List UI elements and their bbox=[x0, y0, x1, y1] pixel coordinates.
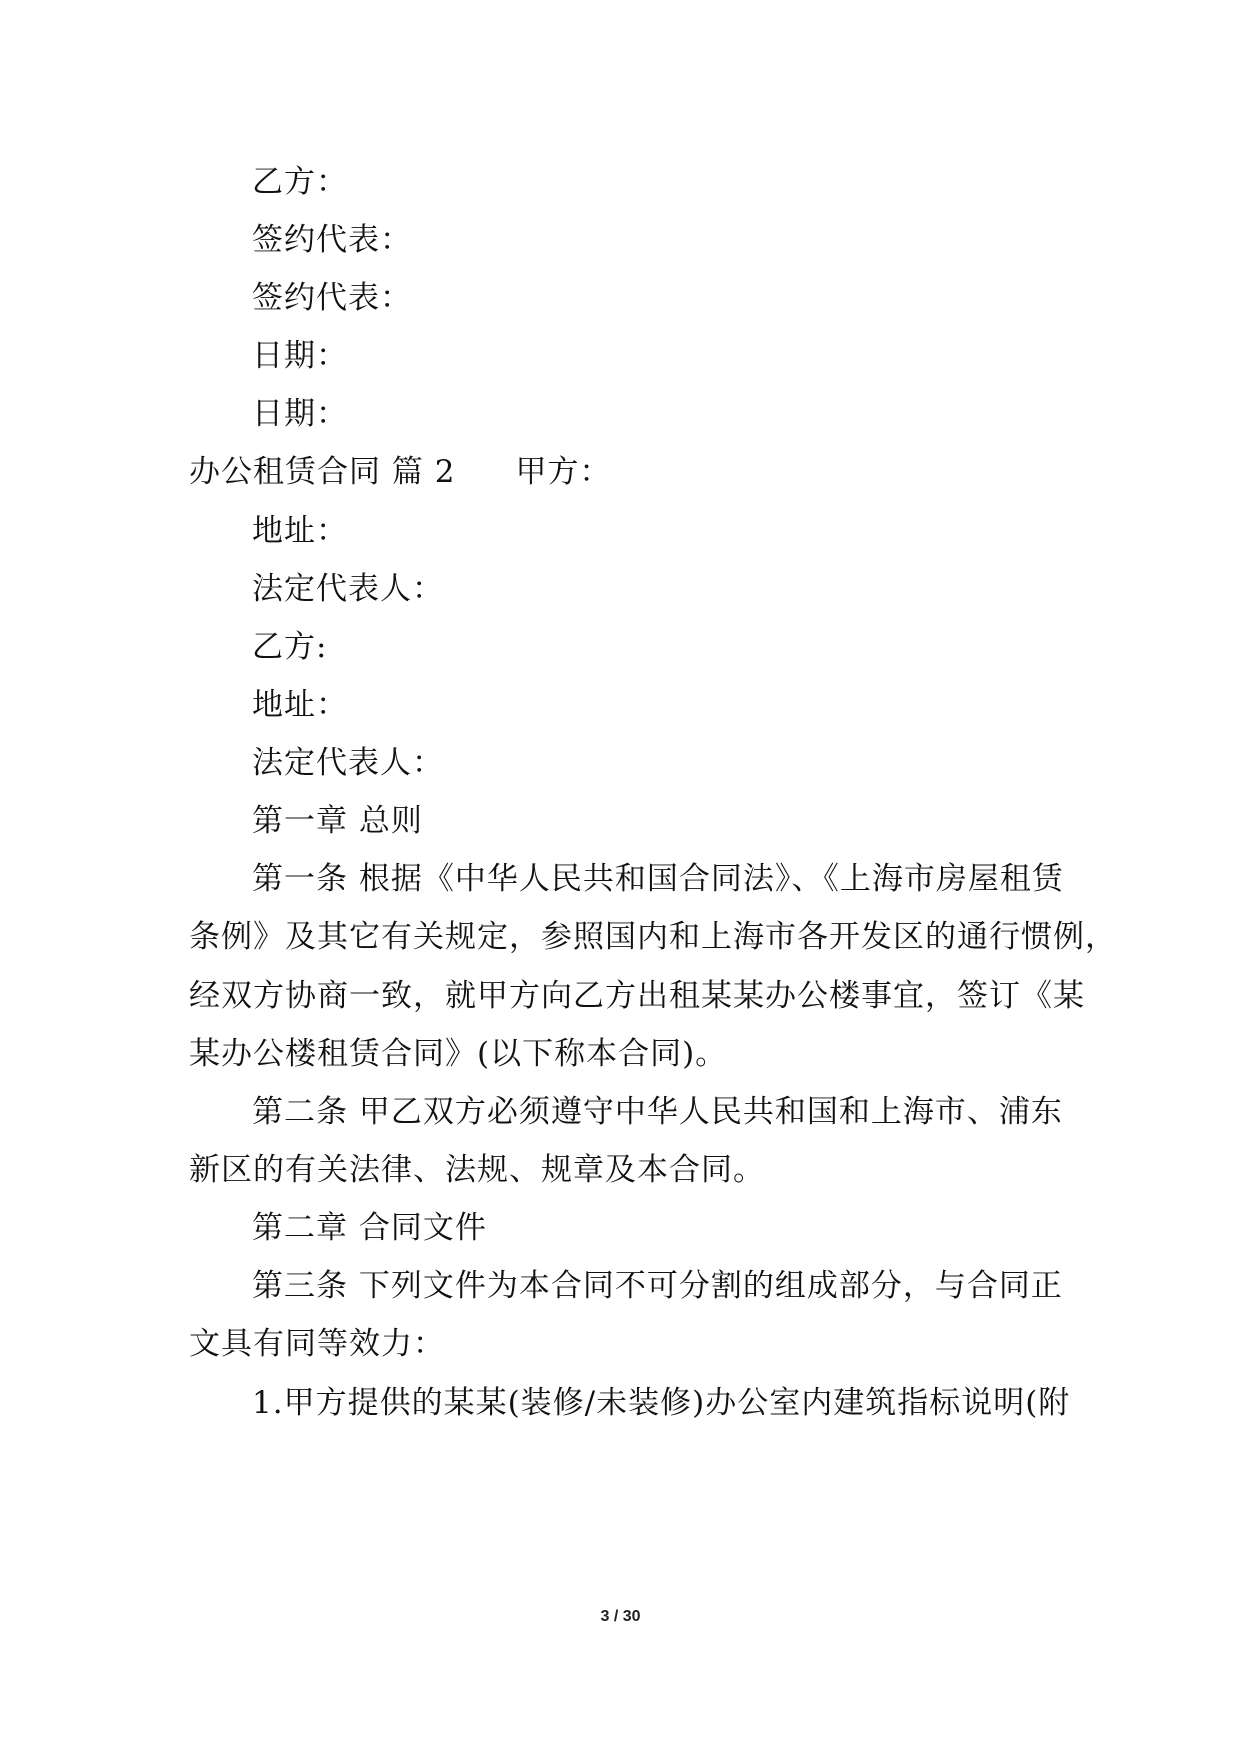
signing-rep-label: 签约代表： bbox=[252, 222, 412, 258]
chapter-heading: 第二章 合同文件 bbox=[252, 1210, 487, 1246]
article-text: 经双方协商一致，就甲方向乙方出租某某办公楼事宜，签订《某 bbox=[189, 978, 1085, 1014]
article-text: 新区的有关法律、法规、规章及本合同。 bbox=[189, 1152, 765, 1188]
legal-rep-label: 法定代表人： bbox=[252, 745, 444, 781]
article-text: 第二条 甲乙双方必须遵守中华人民共和国和上海市、浦东 bbox=[252, 1094, 1063, 1130]
party-a-label: 甲方： bbox=[515, 454, 612, 490]
party-b-label: 乙方: bbox=[252, 629, 328, 665]
article-text: 第三条 下列文件为本合同不可分割的组成部分，与合同正 bbox=[252, 1268, 1063, 1304]
address-label: 地址： bbox=[252, 513, 348, 549]
contract-heading bbox=[189, 452, 611, 492]
address-label: 地址： bbox=[252, 687, 348, 723]
legal-rep-label: 法定代表人： bbox=[252, 571, 444, 607]
chapter-heading: 第一章 总则 bbox=[252, 803, 423, 839]
article-text: 第一条 根据《中华人民共和国合同法》、《上海市房屋租赁 bbox=[252, 861, 1064, 897]
contract-title: 办公租赁合同 篇 2 bbox=[189, 454, 456, 490]
date-label: 日期： bbox=[252, 338, 348, 374]
article-text: 条例》及其它有关规定，参照国内和上海市各开发区的通行惯例， bbox=[189, 919, 1117, 955]
article-text: 某办公楼租赁合同》(以下称本合同)。 bbox=[189, 1036, 728, 1072]
signing-rep-label: 签约代表： bbox=[252, 280, 412, 316]
list-item-text: 1.甲方提供的某某(装修/未装修)办公室内建筑指标说明(附 bbox=[252, 1385, 1071, 1421]
date-label: 日期： bbox=[252, 396, 348, 432]
article-text: 文具有同等效力： bbox=[189, 1326, 445, 1362]
party-b-label: 乙方： bbox=[252, 164, 348, 200]
page-number: 3 / 30 bbox=[600, 1608, 641, 1625]
